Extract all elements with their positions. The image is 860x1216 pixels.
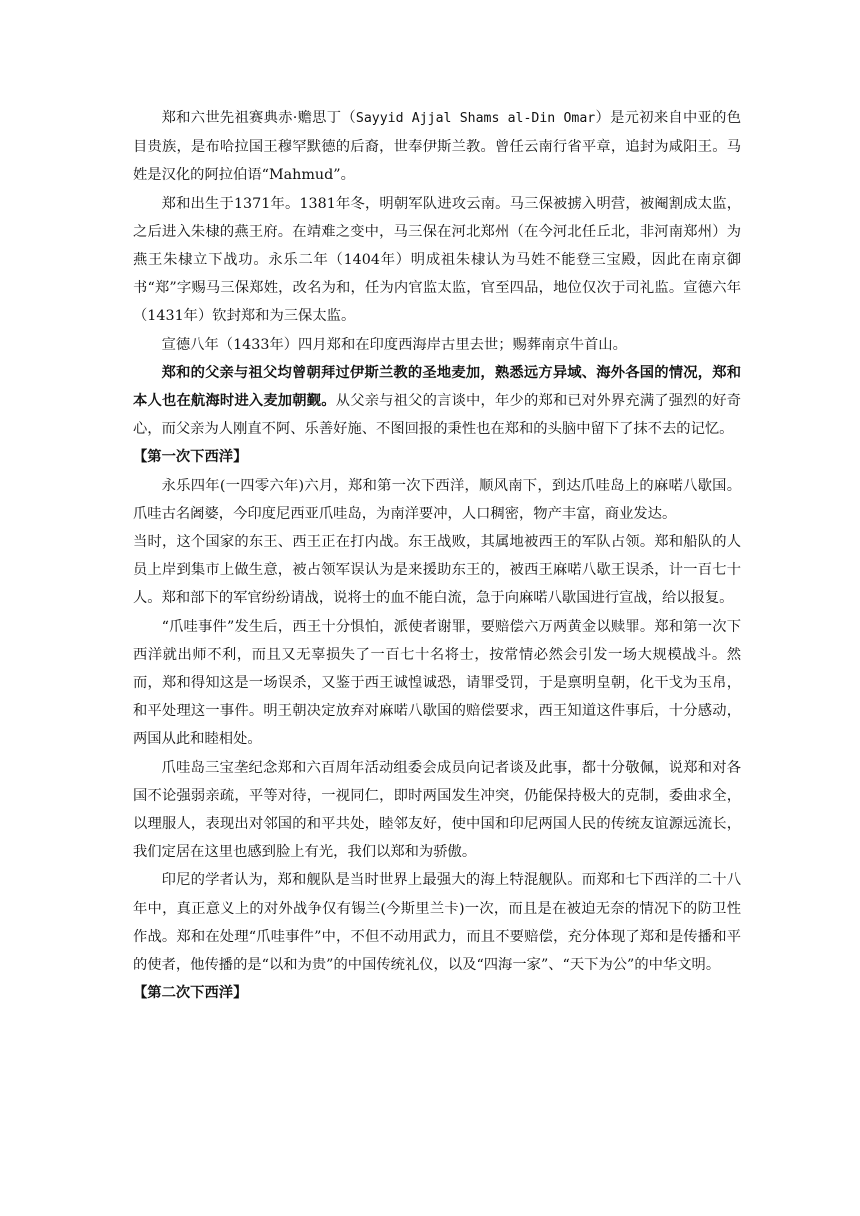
paragraph-birth: 郑和出生于1371年。1381年冬，明朝军队进攻云南。马三保被掳入明营，被阉割成太监，之后进入朱棣的燕王府。在靖难之变中，马三保在河北郑州（在今河北任丘北，非河南郑州）为燕王朱棣立下战功。永乐二年（1404年）明成祖朱棣认为马姓不能登三宝殿，因此在南京御书“郑”字赐马三保郑姓，改名为和，任为内官监太监，官至四品，地位仅次于司礼监。宣德六年（1431年）钦封郑和为三保太监。 <box>133 195 741 325</box>
father-bold-text: 郑和的父亲与祖父均曾朝拜过伊斯兰教的圣地麦加，熟悉远方异域、海外各国的情况，郑和本人也在航海时进入麦加朝觐。 <box>133 364 741 410</box>
paragraph-semarang: 爪哇岛三宝垄纪念郑和六百周年活动组委会成员向记者谈及此事，都十分敬佩，说郑和对各国不论强弱亲疏，平等对待，一视同仁，即时两国发生冲突，仍能保持极大的克制，委曲求全，以理服人，表现出对邻国的和平共处，睦邻友好，使中国和印尼两国人民的传统友谊源远流长，我们定居在这里也感到脸上有光，我们以郑和为骄傲。 <box>133 759 741 861</box>
paragraph-death: 宣德八年（1433年）四月郑和在印度西海岸古里去世；赐葬南京牛首山。 <box>161 336 627 353</box>
paragraph-ancestry <box>133 104 741 190</box>
paragraph-first-voyage: 永乐四年(一四零六年)六月，郑和第一次下西洋，顺风南下，到达爪哇岛上的麻喏八歇国。爪哇古名阇婆，今印度尼西亚爪哇岛，为南洋要冲，人口稠密，物产丰富，商业发达。 <box>133 477 741 522</box>
father-plain-text: 从父亲与祖父的言谈中，年少的郑和已对外界充满了强烈的好奇心，而父亲为人刚直不阿、乐善好施、不图回报的秉性也在郑和的头脑中留下了抹不去的记忆。 <box>133 393 742 438</box>
ancestry-text-start: 郑和六世先祖赛典赤·赡思丁（ <box>161 110 356 126</box>
document-page <box>133 104 741 1008</box>
section-heading-first-voyage: 【第一次下西洋】 <box>133 449 248 466</box>
paragraph-scholars: 印尼的学者认为，郑和舰队是当时世界上最强大的海上特混舰队。而郑和七下西洋的二十八年中，真正意义上的对外战争仅有锡兰(今斯里兰卡)一次，而且是在被迫无奈的情况下的防卫性作战。郑和在处理“爪哇事件”中，不但不动用武力，而且不要赔偿，充分体现了郑和是传播和平的使者，他传播的是“以和为贵”的中国传统礼仪，以及“四海一家”、“天下为公”的中华文明。 <box>133 872 741 974</box>
paragraph-java-incident: “爪哇事件”发生后，西王十分惧怕，派使者谢罪，要赔偿六万两黄金以赎罪。郑和第一次下西洋就出师不利，而且又无辜损失了一百七十名将士，按常情必然会引发一场大规模战斗。然而，郑和得知这是一场误杀，又鉴于西王诚惶诚恐，请罪受罚，于是禀明皇朝，化干戈为玉帛，和平处理这一事件。明王朝决定放弃对麻喏八歇国的赔偿要求，西王知道这件事后，十分感动，两国从此和睦相处。 <box>133 618 741 748</box>
section-heading-second-voyage: 【第二次下西洋】 <box>133 985 248 1002</box>
paragraph-father <box>133 359 741 444</box>
ancestry-text-end: ）是元初来自中亚的色目贵族，是布哈拉国王穆罕默德的后裔，世奉伊斯兰教。曾任云南行省平章，追封为咸阳王。马姓是汉化的阿拉伯语“Mahmud”。 <box>133 110 742 184</box>
ancestry-latin-name: Sayyid Ajjal Shams al-Din Omar <box>355 111 596 126</box>
paragraph-civil-war: 当时，这个国家的东王、西王正在打内战。东王战败，其属地被西王的军队占领。郑和船队的人员上岸到集市上做生意，被占领军误认为是来援助东王的，被西王麻喏八歇王误杀，计一百七十人。郑和部下的军官纷纷请战，说将士的血不能白流，急于向麻喏八歇国进行宣战，给以报复。 <box>133 534 741 607</box>
